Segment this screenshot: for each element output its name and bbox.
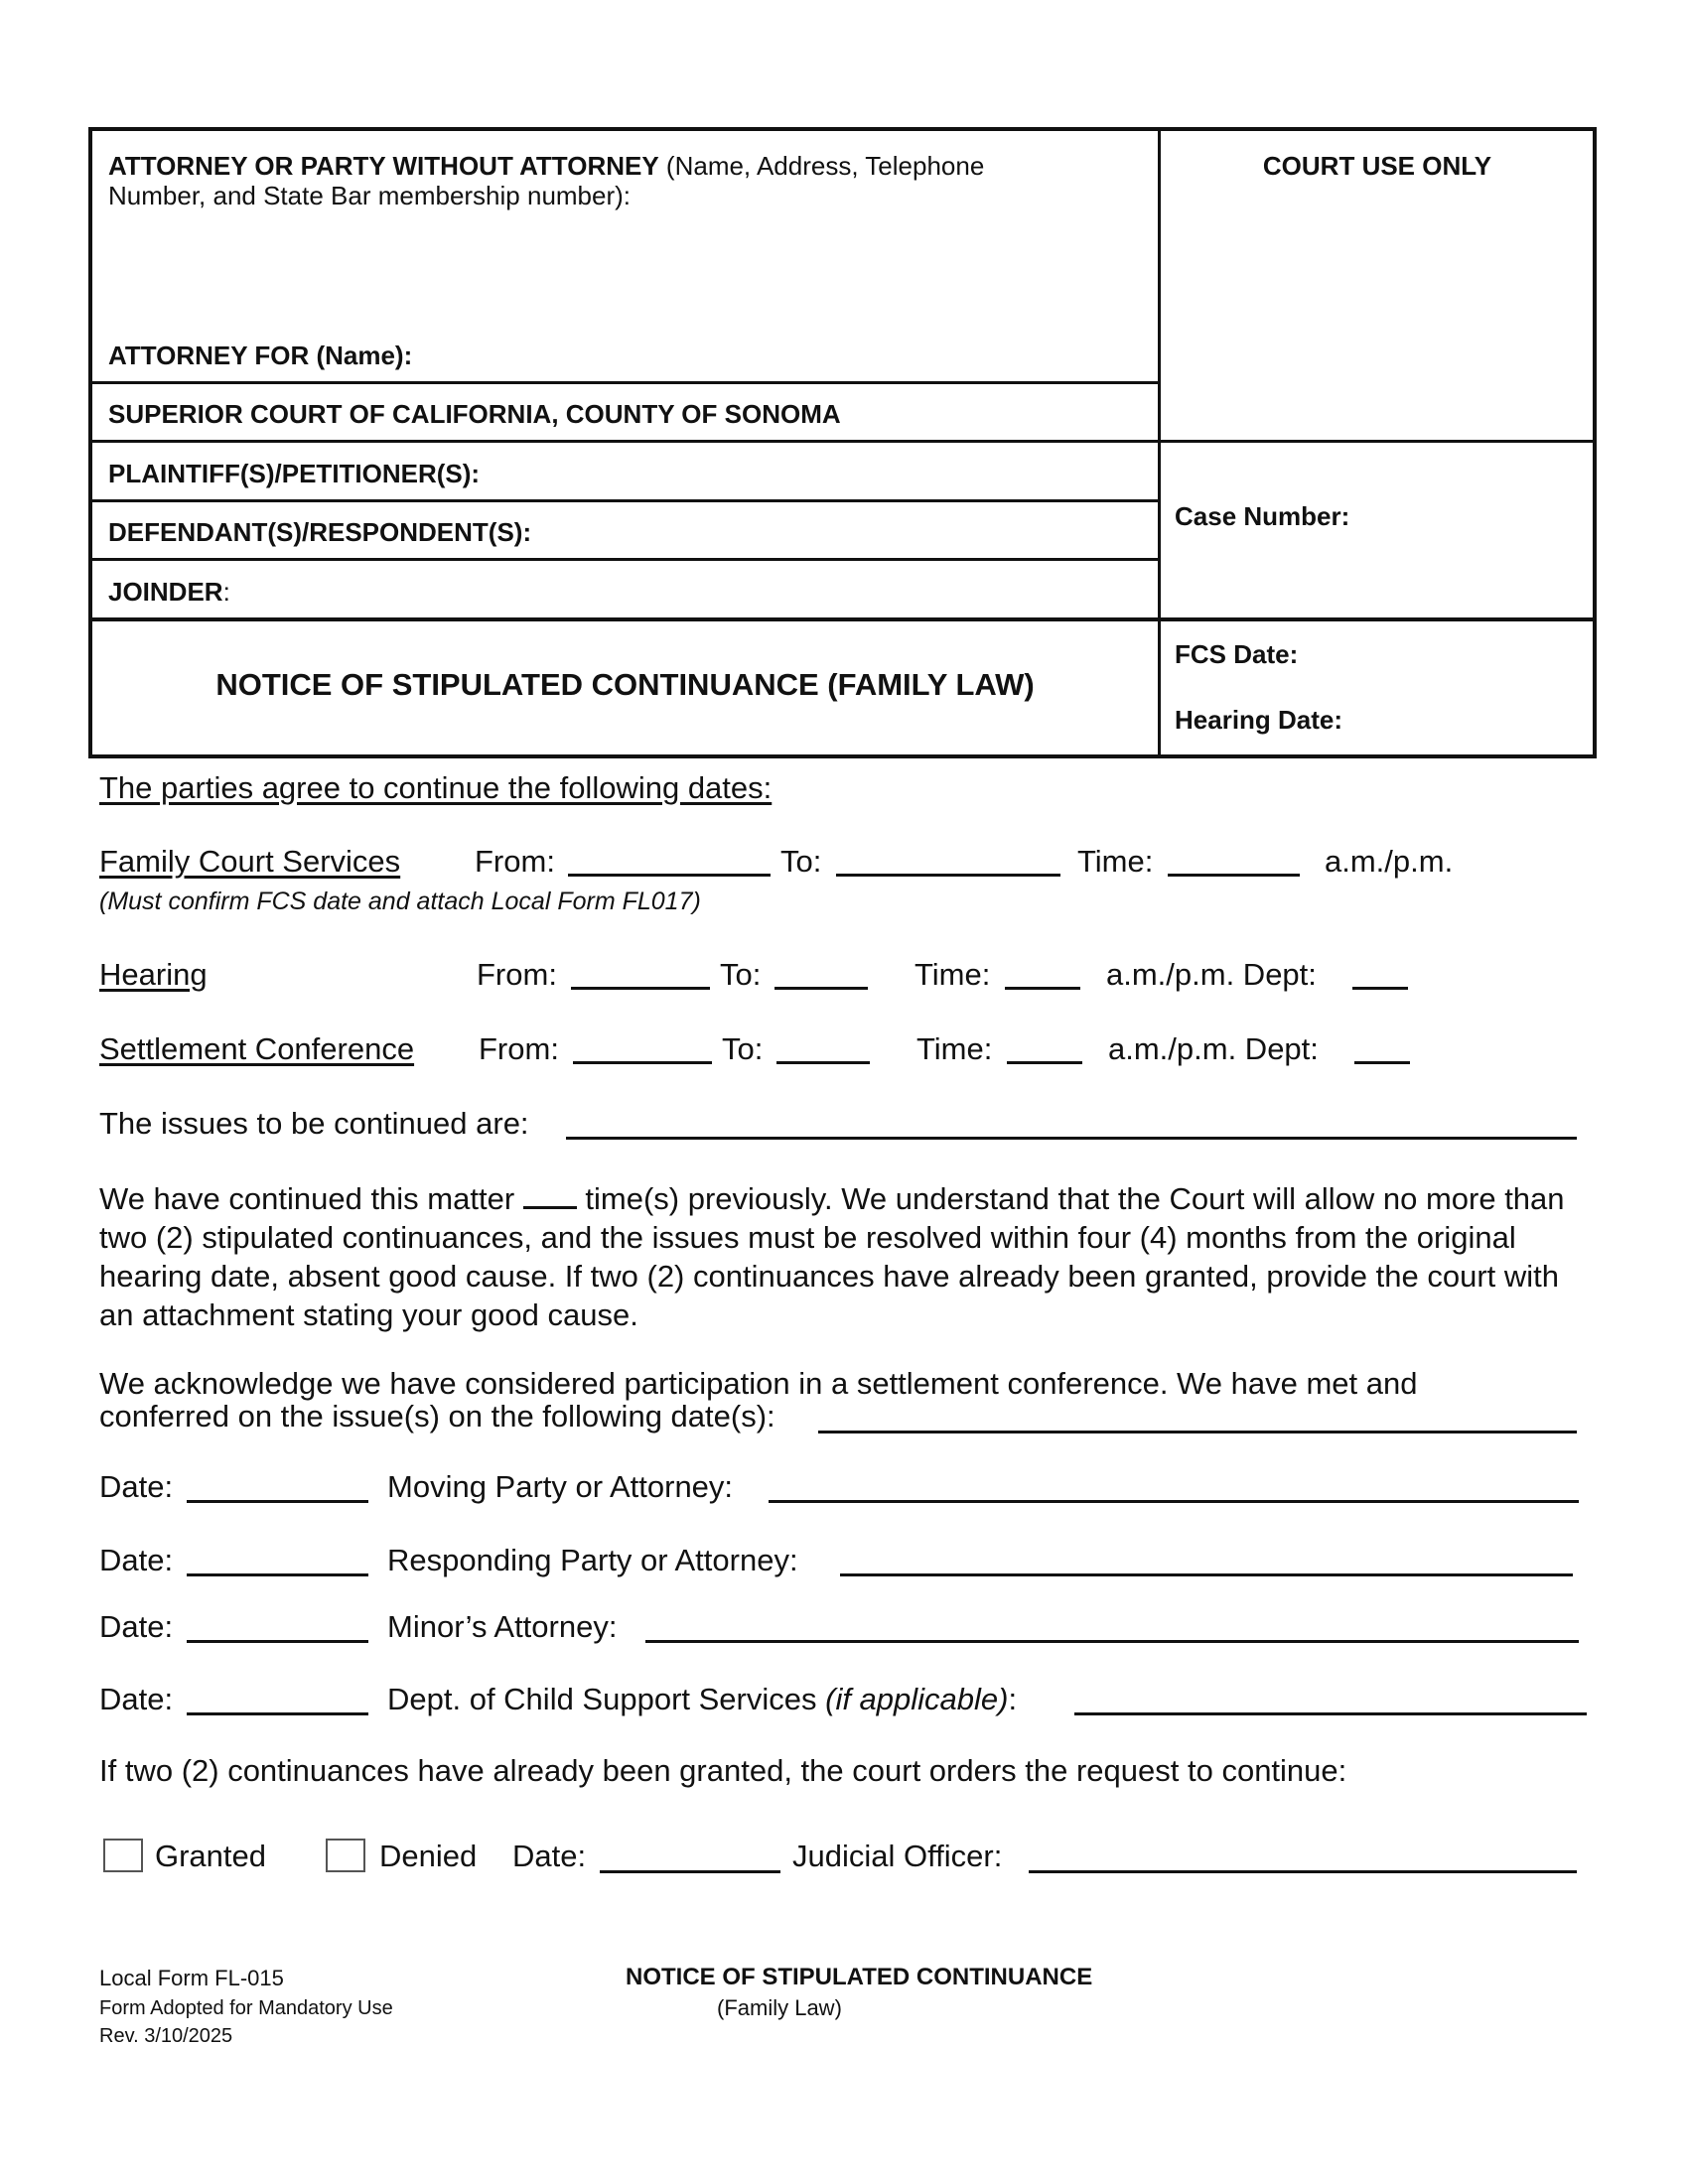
- dcss-label-text: Dept. of Child Support Services: [387, 1682, 817, 1716]
- denied-label: Denied: [379, 1839, 478, 1873]
- dcss-if-applicable: (if applicable): [825, 1682, 1009, 1716]
- hearing-time-field[interactable]: [1005, 987, 1080, 990]
- fcs-ampm: a.m./p.m.: [1325, 844, 1454, 879]
- judicial-officer-label: Judicial Officer:: [792, 1839, 1003, 1873]
- settlement-ampm-dept: a.m./p.m. Dept:: [1108, 1031, 1319, 1066]
- para1-rest: time(s) previously. We understand that the Court will allow no more than two (2) stipulated continuances, and the issues must be resolved within four (4) months from the original hearing date, absent good cause. If two (2) continuances have already been granted, provide the court with an attachment stating your good cause.: [99, 1181, 1565, 1332]
- order-date-field[interactable]: [600, 1870, 780, 1873]
- dcss-date-field[interactable]: [187, 1712, 368, 1715]
- responding-party-signature[interactable]: [840, 1573, 1573, 1576]
- attorney-label-bold: ATTORNEY OR PARTY WITHOUT ATTORNEY: [108, 151, 659, 181]
- continuance-paragraph: [99, 1179, 1599, 1334]
- hearing-dept-field[interactable]: [1352, 987, 1408, 990]
- hearing-date-label: Hearing Date:: [1175, 705, 1343, 735]
- moving-party-label: Moving Party or Attorney:: [387, 1469, 734, 1504]
- issues-field[interactable]: [566, 1137, 1577, 1140]
- divider-court: [92, 440, 1597, 443]
- conferred-dates-field[interactable]: [818, 1431, 1577, 1433]
- fcs-from-field[interactable]: [568, 874, 771, 877]
- intro-text: The parties agree to continue the following dates:: [99, 770, 773, 805]
- fcs-row-label: Family Court Services: [99, 844, 401, 879]
- joinder-text: JOINDER: [108, 577, 223, 607]
- settlement-dept-field[interactable]: [1354, 1061, 1410, 1064]
- minors-attorney-signature[interactable]: [645, 1640, 1579, 1643]
- footer-revision: Rev. 3/10/2025: [99, 2025, 233, 2047]
- attorney-label: [108, 151, 1141, 210]
- dcss-label: [387, 1682, 1017, 1717]
- minor-date-label: Date:: [99, 1609, 174, 1644]
- divider-joinder: [92, 617, 1597, 621]
- settlement-time-field[interactable]: [1007, 1061, 1082, 1064]
- dcss-date-label: Date:: [99, 1682, 174, 1716]
- court-name: SUPERIOR COURT OF CALIFORNIA, COUNTY OF SONOMA: [108, 399, 841, 429]
- denied-checkbox[interactable]: [326, 1839, 365, 1872]
- settlement-from-label: From:: [479, 1031, 559, 1066]
- para2-line1: We acknowledge we have considered participation in a settlement conference. We have met and: [99, 1366, 1418, 1401]
- fcs-to-label: To:: [780, 844, 822, 879]
- divider-attorney: [92, 381, 1158, 384]
- hearing-from-label: From:: [477, 957, 557, 992]
- times-continued-field[interactable]: [523, 1185, 577, 1209]
- judicial-officer-signature[interactable]: [1029, 1870, 1577, 1873]
- footer-form-number: Local Form FL-015: [99, 1966, 284, 1990]
- attorney-for-label: ATTORNEY FOR (Name):: [108, 341, 413, 370]
- caption-table: [88, 127, 1597, 758]
- dcss-signature[interactable]: [1074, 1712, 1587, 1715]
- divider-plaintiff: [92, 499, 1158, 502]
- order-date-label: Date:: [512, 1839, 587, 1873]
- case-number-label: Case Number:: [1175, 501, 1350, 531]
- responding-date-label: Date:: [99, 1543, 174, 1577]
- court-order-text: If two (2) continuances have already been granted, the court orders the request to continue:: [99, 1753, 1347, 1788]
- joinder-label: [108, 577, 230, 608]
- settlement-to-label: To:: [722, 1031, 764, 1066]
- fcs-from-label: From:: [475, 844, 555, 879]
- joinder-colon: :: [222, 577, 230, 607]
- footer-adopted: Form Adopted for Mandatory Use: [99, 1997, 393, 2019]
- hearing-from-field[interactable]: [571, 987, 710, 990]
- hearing-ampm-dept: a.m./p.m. Dept:: [1106, 957, 1317, 992]
- moving-date-field[interactable]: [187, 1500, 368, 1503]
- granted-label: Granted: [155, 1839, 267, 1873]
- issues-label: The issues to be continued are:: [99, 1106, 529, 1141]
- moving-date-label: Date:: [99, 1469, 174, 1504]
- plaintiff-label: PLAINTIFF(S)/PETITIONER(S):: [108, 459, 481, 488]
- defendant-label: DEFENDANT(S)/RESPONDENT(S):: [108, 517, 532, 547]
- settlement-time-label: Time:: [916, 1031, 993, 1066]
- granted-checkbox[interactable]: [103, 1839, 143, 1872]
- attorney-label-detail-2: Number, and State Bar membership number):: [108, 181, 632, 210]
- minors-attorney-label: Minor’s Attorney:: [387, 1609, 618, 1644]
- settlement-row-label: Settlement Conference: [99, 1031, 415, 1066]
- hearing-row-label: Hearing: [99, 957, 208, 992]
- dcss-colon: :: [1008, 1682, 1018, 1716]
- minor-date-field[interactable]: [187, 1640, 368, 1643]
- attorney-label-detail-1: (Name, Address, Telephone: [665, 151, 985, 181]
- settlement-from-field[interactable]: [573, 1061, 712, 1064]
- responding-date-field[interactable]: [187, 1573, 368, 1576]
- hearing-time-label: Time:: [914, 957, 991, 992]
- para2-line2: conferred on the issue(s) on the following date(s):: [99, 1399, 775, 1433]
- moving-party-signature[interactable]: [769, 1500, 1579, 1503]
- court-use-only: COURT USE ONLY: [1262, 151, 1492, 181]
- hearing-to-label: To:: [720, 957, 762, 992]
- responding-party-label: Responding Party or Attorney:: [387, 1543, 798, 1577]
- form-title: NOTICE OF STIPULATED CONTINUANCE (FAMILY LAW): [215, 667, 1035, 702]
- fcs-time-field[interactable]: [1168, 874, 1300, 877]
- fcs-to-field[interactable]: [836, 874, 1060, 877]
- fcs-date-label: FCS Date:: [1175, 639, 1299, 669]
- fcs-time-label: Time:: [1077, 844, 1154, 879]
- settlement-to-field[interactable]: [776, 1061, 870, 1064]
- fcs-note: (Must confirm FCS date and attach Local Form FL017): [99, 887, 701, 915]
- hearing-to-field[interactable]: [774, 987, 868, 990]
- divider-defendant: [92, 558, 1158, 561]
- caption-column-divider: [1158, 131, 1161, 754]
- footer-title: NOTICE OF STIPULATED CONTINUANCE: [626, 1964, 1093, 1990]
- footer-subtitle: (Family Law): [717, 1995, 842, 2020]
- para1-lead: We have continued this matter: [99, 1181, 515, 1216]
